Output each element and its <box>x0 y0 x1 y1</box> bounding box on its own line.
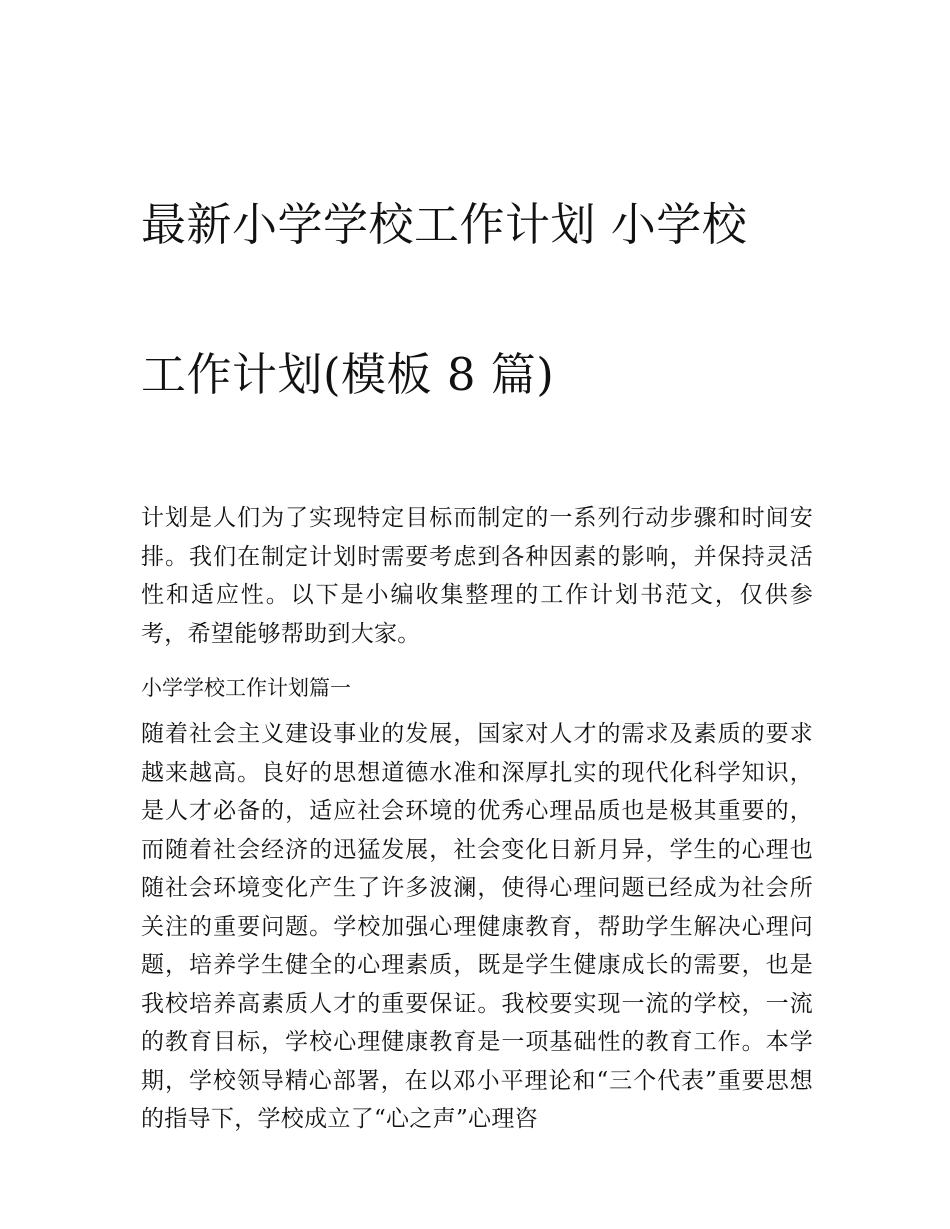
body-paragraph: 随着社会主义建设事业的发展，国家对人才的需求及素质的要求越来越高。良好的思想道德水准和深厚扎实的现代化科学知识，是人才必备的，适应社会环境的优秀心理品质也是极其重要的，而随着社会经济的迅猛发展，社会变化日新月异，学生的心理也随社会环境变化产生了许多波澜，使得心理问题已经成为社会所关注的重要问题。学校加强心理健康教育，帮助学生解决心理问题，培养学生健全的心理素质，既是学生健康成长的需要，也是我校培养高素质人才的重要保证。我校要实现一流的学校，一流的教育目标，学校心理健康教育是一项基础性的教育工作。本学期，学校领导精心部署，在以邓小平理论和“三个代表”重要思想的指导下，学校成立了“心之声”心理咨 <box>141 721 813 1132</box>
document-page <box>141 112 813 1139</box>
title-line-1: 最新小学学校工作计划 小学校 <box>141 198 748 251</box>
title-line-2: 工作计划(模板 8 篇) <box>141 348 555 401</box>
section-heading: 小学学校工作计划篇一 <box>141 676 351 700</box>
document-title <box>141 112 813 487</box>
intro-paragraph: 计划是人们为了实现特定目标而制定的一系列行动步骤和时间安排。我们在制定计划时需要考虑到各种因素的影响，并保持灵活性和适应性。以下是小编收集整理的工作计划书范文，仅供参考，希望能够帮助到大家。 <box>141 505 813 647</box>
